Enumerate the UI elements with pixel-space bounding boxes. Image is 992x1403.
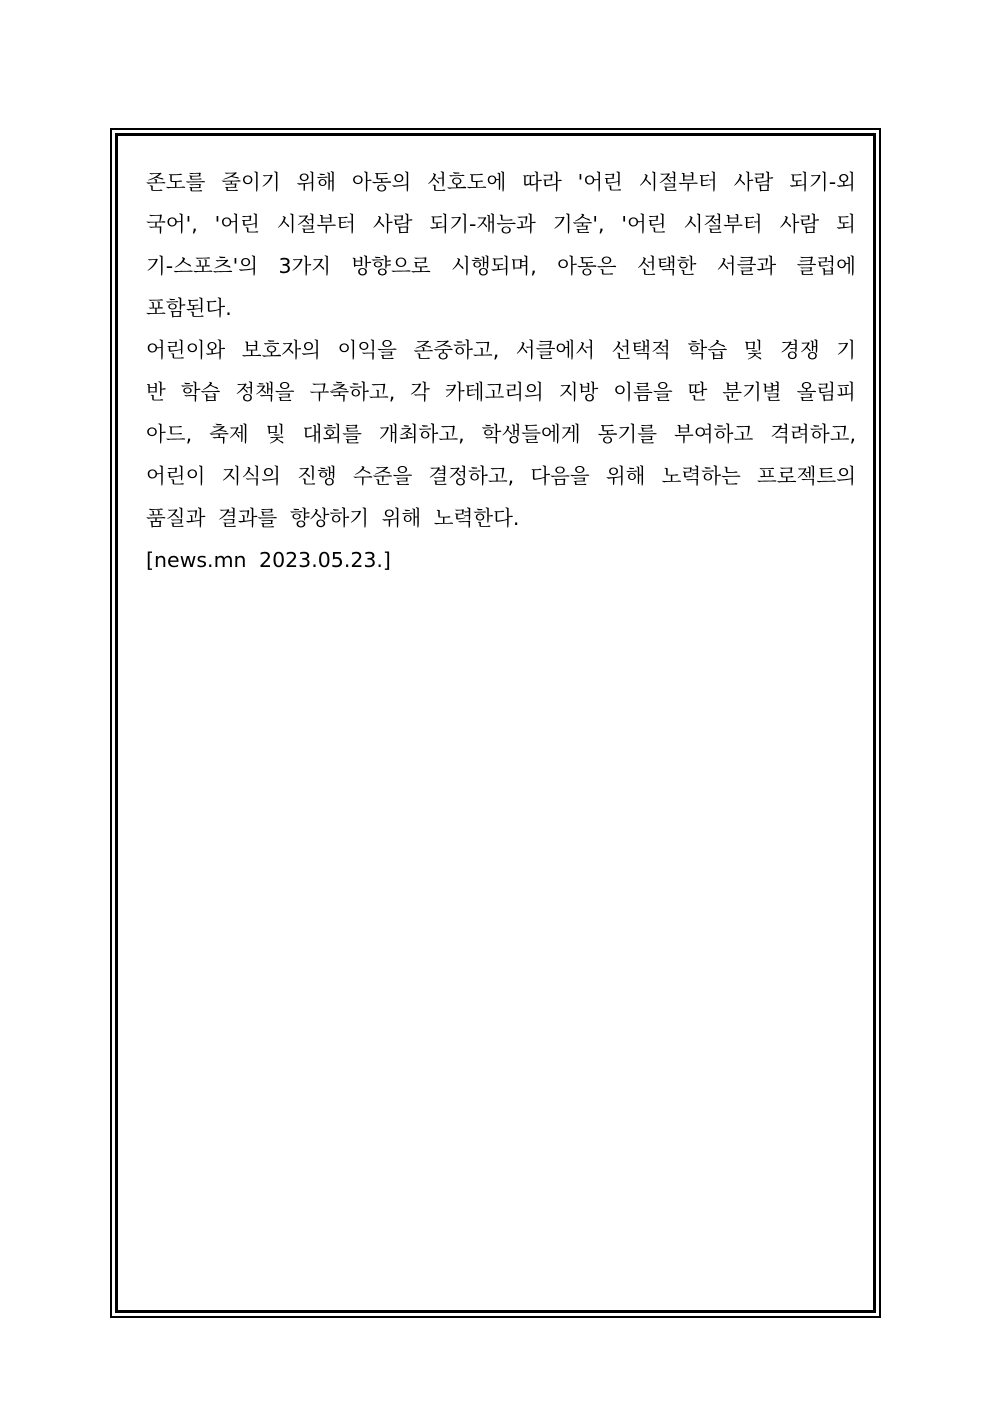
text-line [146,203,856,245]
word: 각 [410,380,430,404]
word: 이익을 [337,338,397,362]
word: 위해 [605,464,646,488]
word: 줄이기 [221,170,281,194]
word: 선호도에 [427,170,507,194]
text-line [146,371,856,413]
word: 구축하고, [309,380,396,404]
word: 시절부터 [276,212,357,236]
word: 개최하고, [378,422,465,446]
word: 되기-외 [789,170,856,194]
text-line: 포함된다. [146,296,232,320]
word: 및 [743,338,764,362]
word: 어린이 [146,464,206,488]
word: 사람 [733,170,774,194]
word: 아동의 [351,170,412,194]
word: 학습 [180,380,221,404]
text-line [146,161,856,203]
word: 존도를 [146,170,206,194]
text-line [146,329,856,371]
page-border-outer [110,128,881,1318]
word: 이름을 [613,380,673,404]
word: 어린이와 [146,338,226,362]
word: 지식의 [221,464,281,488]
word: 결정하고, [428,464,515,488]
word: 존중하고, [413,338,500,362]
word: 아동은 [557,254,617,278]
word: 노력하는 [661,464,741,488]
word: 학생들에게 [481,422,581,446]
word: 클럽에 [796,254,856,278]
word: 따라 [522,170,562,194]
text-line [146,245,856,287]
word: 프로젝트의 [756,464,856,488]
word: 되 [836,212,856,236]
word: 선택적 [611,338,671,362]
text-line [146,455,856,497]
word: 서클에서 [515,338,595,362]
word: 되기-재능과 [429,212,536,236]
word: 국어', [146,212,198,236]
word: 다음을 [530,464,590,488]
document-body [146,161,856,581]
paragraph-1 [146,161,856,329]
word: 기-스포츠'의 [146,254,259,278]
word: 및 [265,422,286,446]
source-citation: [news.mn 2023.05.23.] [146,548,391,572]
word: 아드, [146,422,193,446]
word: '어린 [621,212,667,236]
word: 지방 [558,380,599,404]
word: 보호자의 [241,338,321,362]
word: '어린 [214,212,260,236]
word: 기 [836,338,856,362]
word: 동기를 [597,422,658,446]
word: 수준을 [352,464,413,488]
word: 기술', [552,212,605,236]
word: 축제 [209,422,249,446]
word: 3가지 [278,254,332,278]
word: 딴 [687,380,708,404]
word: 대회를 [302,422,362,446]
word: 사람 [779,212,820,236]
word: 진행 [297,464,337,488]
text-line [146,413,856,455]
word: 부여하고 [674,422,754,446]
word: 정책을 [235,380,295,404]
word: 학습 [687,338,728,362]
word: 위해 [296,170,337,194]
word: 올림피 [796,380,856,404]
word: 격려하고, [770,422,856,446]
word: 사람 [372,212,413,236]
word: 시행되며, [451,254,537,278]
word: 경쟁 [780,338,820,362]
word: 카테고리의 [444,380,544,404]
word: 서클과 [716,254,777,278]
word: 시절부터 [638,170,718,194]
word: 시절부터 [683,212,763,236]
paragraph-2 [146,329,856,539]
text-line: 품질과 결과를 향상하기 위해 노력한다. [146,506,520,530]
word: 선택한 [636,254,697,278]
word: '어린 [577,170,623,194]
word: 분기별 [722,380,782,404]
word: 반 [146,380,166,404]
page-border-inner [115,133,876,1313]
word: 방향으로 [351,254,431,278]
